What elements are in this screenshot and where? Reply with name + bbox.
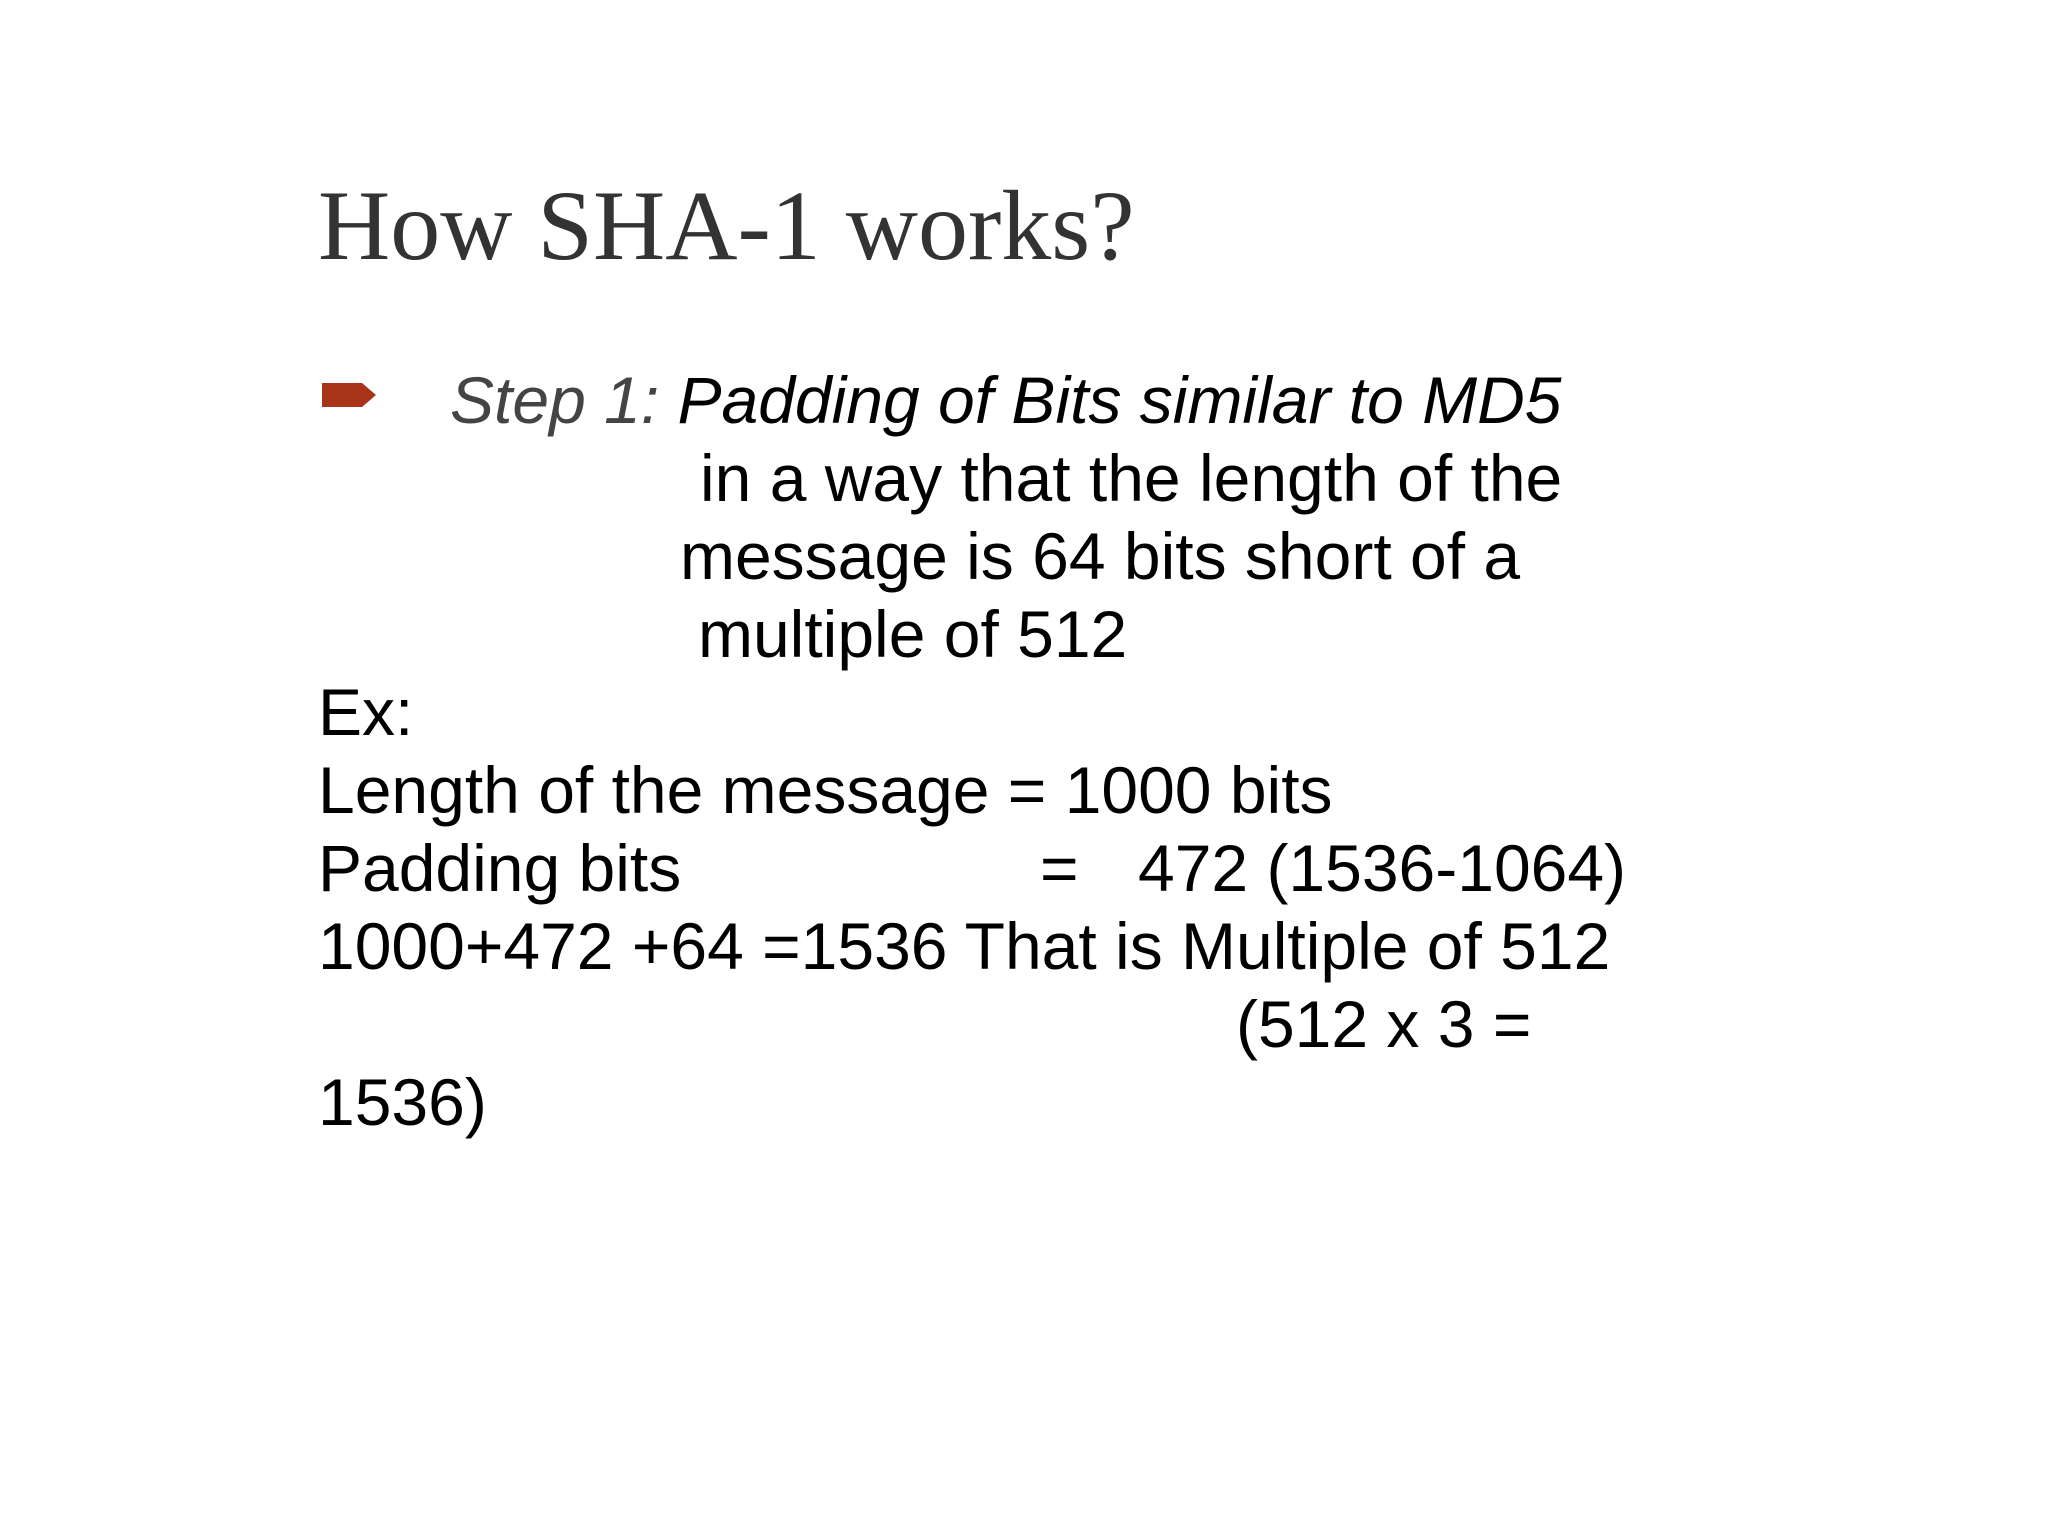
padding-value: 472 (1536-1064) [1138,831,1627,905]
example-note-line-2: 1536) [318,1065,487,1139]
step-text: Padding of Bits similar to MD5 [677,363,1562,437]
step-continuation-2: message is 64 bits short of a [680,519,1521,593]
example-label: Ex: [318,675,414,749]
step-prefix: Step 1: [450,363,660,437]
example-padding-line [318,829,1718,907]
step-1-line [450,361,1562,439]
padding-equals: = [1040,831,1079,905]
padding-label: Padding bits [318,831,682,905]
step-continuation-1: in a way that the length of the [700,441,1563,515]
example-length-line: Length of the message = 1000 bits [318,753,1333,827]
step-continuation-3: multiple of 512 [698,597,1128,671]
slide-title: How SHA-1 works? [318,170,1135,281]
example-note-line-1: (512 x 3 = [1236,987,1532,1061]
example-sum-line: 1000+472 +64 =1536 That is Multiple of 512 [318,909,1611,983]
arrow-bullet-icon [322,381,378,409]
